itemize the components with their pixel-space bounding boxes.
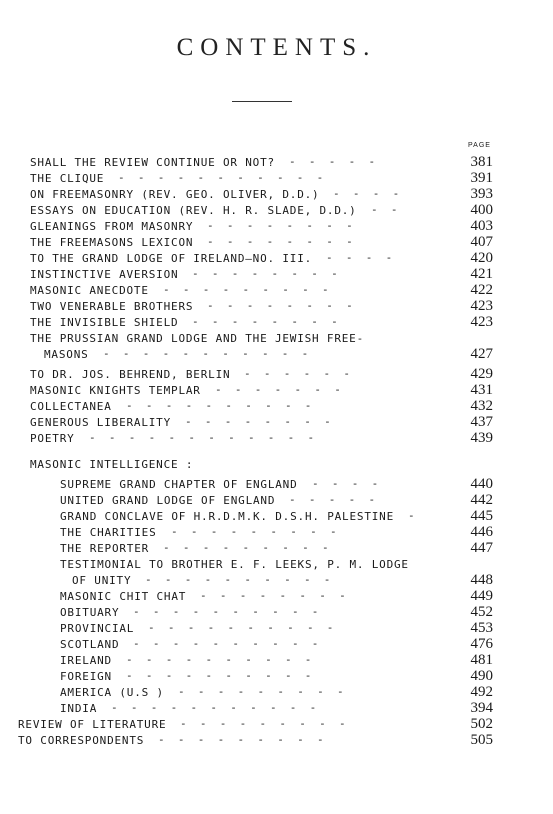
dot-leader: - - - - - - - - [192, 315, 351, 328]
toc-entry [0, 636, 553, 652]
toc-entry [0, 684, 553, 700]
page-column-header: PAGE [468, 142, 491, 149]
toc-entry-page: 429 [470, 366, 493, 382]
dot-leader: - - - - - - - - [207, 235, 366, 248]
toc-entry [0, 508, 553, 524]
toc-entry-title: OF UNITY [72, 574, 132, 587]
toc-entry [0, 186, 553, 202]
toc-entry-title: MASONIC ANECDOTE [30, 284, 149, 297]
toc-entry-title: INDIA [60, 702, 98, 715]
toc-entry-title: UNITED GRAND LODGE OF ENGLAND [60, 494, 276, 507]
dot-leader: - - - - - [289, 493, 389, 506]
toc-entry-title: PROVINCIAL [60, 622, 135, 635]
dot-leader: - - - - - - - [215, 383, 355, 396]
toc-entry [0, 732, 553, 748]
dot-leader: - - - - - - - - [192, 267, 351, 280]
dot-leader: - - - - - - - - - [163, 541, 342, 554]
toc-entry-title: GRAND CONCLAVE OF H.R.D.M.K. D.S.H. PALESTINE [60, 510, 395, 523]
toc-entry [0, 604, 553, 620]
toc-entry [0, 492, 553, 508]
toc-entry [0, 668, 553, 684]
dot-leader: - - - - - - - - [207, 219, 366, 232]
toc-entry-title: MASONS [44, 348, 89, 361]
dot-leader: - - - - - - - - - - - [118, 171, 337, 184]
toc-entry-title: POETRY [30, 432, 75, 445]
toc-entry-title: AMERICA (U.S ) [60, 686, 164, 699]
toc-entry-title: TWO VENERABLE BROTHERS [30, 300, 194, 313]
toc-entry-page: 439 [470, 430, 493, 446]
toc-entry-page: 420 [470, 250, 493, 266]
toc-entry-page: 452 [470, 604, 493, 620]
toc-entry-page: 391 [470, 170, 493, 186]
toc-entry-page: 423 [470, 298, 493, 314]
toc-entry-title: THE FREEMASONS LEXICON [30, 236, 194, 249]
dot-leader: - - - - - - - - [185, 415, 344, 428]
toc-entry-page: 381 [470, 154, 493, 170]
toc-entry-title: SUPREME GRAND CHAPTER OF ENGLAND [60, 478, 298, 491]
dot-leader: - - - - - - - - - - [133, 605, 332, 618]
dot-leader: - - - - - - - - - - [126, 399, 325, 412]
toc-entry [0, 414, 553, 430]
toc-entry [0, 430, 553, 446]
toc-entry-page: 440 [470, 476, 493, 492]
dot-leader: - - - - - - - - - - [145, 573, 344, 586]
toc-entry [0, 346, 553, 362]
toc-entry-page: 476 [470, 636, 493, 652]
title-rule [232, 101, 292, 102]
dot-leader: - - - - - - - - - [180, 717, 359, 730]
toc-entry-title: THE PRUSSIAN GRAND LODGE AND THE JEWISH FREE- [30, 332, 365, 345]
toc-entry-title: OBITUARY [60, 606, 120, 619]
toc-entry-page: 481 [470, 652, 493, 668]
toc-entry-page: 448 [470, 572, 493, 588]
dot-leader: - - - - - - - - - - - [111, 701, 330, 714]
dot-leader: - - - - [326, 251, 406, 264]
toc-entry-title: ESSAYS ON EDUCATION (REV. H. R. SLADE, D.D.) [30, 204, 357, 217]
toc-entry [0, 652, 553, 668]
toc-entry [0, 700, 553, 716]
dot-leader: - - [371, 203, 411, 216]
dot-leader: - - - - [312, 477, 392, 490]
toc-entry-title: COLLECTANEA [30, 400, 112, 413]
toc-entry-page: 400 [470, 202, 493, 218]
toc-entry-page: 442 [470, 492, 493, 508]
toc-entry-title: GLEANINGS FROM MASONRY [30, 220, 194, 233]
toc-entry [0, 218, 553, 234]
toc-entry-page: 394 [470, 700, 493, 716]
toc-entry-page: 422 [470, 282, 493, 298]
toc-entry-title: IRELAND [60, 654, 112, 667]
toc-entry-title: GENEROUS LIBERALITY [30, 416, 172, 429]
toc-entry-title: SCOTLAND [60, 638, 120, 651]
toc-entry [0, 556, 553, 572]
toc-entry-page: 431 [470, 382, 493, 398]
toc-entry [0, 366, 553, 382]
toc-entry-page: 492 [470, 684, 493, 700]
dot-leader: - - - - [333, 187, 413, 200]
toc-entry-title: SHALL THE REVIEW CONTINUE OR NOT? [30, 156, 275, 169]
toc-entry-title: INSTINCTIVE AVERSION [30, 268, 179, 281]
toc-entry-page: 453 [470, 620, 493, 636]
dot-leader: - - - - - - - - - - - - [89, 431, 328, 444]
dot-leader: - - - - - - - - - - - [103, 347, 322, 360]
dot-leader: - - - - - - - - - - [133, 637, 332, 650]
toc-entry-title: THE REPORTER [60, 542, 150, 555]
toc-entry [0, 330, 553, 346]
toc-entry [0, 202, 553, 218]
toc-entry-title: TESTIMONIAL TO BROTHER E. F. LEEKS, P. M. LODGE [60, 558, 409, 571]
toc-entry-title: THE CHARITIES [60, 526, 157, 539]
dot-leader: - - - - - - - - [207, 299, 366, 312]
toc-entry-page: 432 [470, 398, 493, 414]
toc-entry-page: 505 [470, 732, 493, 748]
dot-leader: - - - - - [289, 155, 389, 168]
dot-leader: - - - - - - - - - - [126, 669, 325, 682]
toc-entry-title: MASONIC CHIT CHAT [60, 590, 187, 603]
toc-entry-title: MASONIC KNIGHTS TEMPLAR [30, 384, 201, 397]
toc-entry [0, 398, 553, 414]
toc-entry [0, 282, 553, 298]
toc-entry [0, 456, 553, 472]
toc-entry-page: 403 [470, 218, 493, 234]
toc-entry [0, 476, 553, 492]
toc-entry-page: 446 [470, 524, 493, 540]
toc-entry-title: ON FREEMASONRY (REV. GEO. OLIVER, D.D.) [30, 188, 320, 201]
toc-entry [0, 620, 553, 636]
toc-entry-page: 490 [470, 668, 493, 684]
toc-entry-title: THE CLIQUE [30, 172, 105, 185]
dot-leader: - - - - - - - - - [163, 283, 342, 296]
toc-entry [0, 266, 553, 282]
toc-entry-page: 437 [470, 414, 493, 430]
toc-entry [0, 250, 553, 266]
dot-leader: - - - - - - [244, 367, 364, 380]
dot-leader: - - - - - - - - - [158, 733, 337, 746]
toc-entry [0, 588, 553, 604]
toc-entry [0, 524, 553, 540]
toc-entry [0, 154, 553, 170]
toc-entry-page: 427 [470, 346, 493, 362]
toc-entry-page: 407 [470, 234, 493, 250]
toc-entry-title: MASONIC INTELLIGENCE : [30, 458, 194, 471]
toc-entry-page: 447 [470, 540, 493, 556]
toc-entry-title: FOREIGN [60, 670, 112, 683]
dot-leader: - - - - - - - - [200, 589, 359, 602]
toc-entry-title: REVIEW OF LITERATURE [18, 718, 167, 731]
toc-entry-page: 421 [470, 266, 493, 282]
toc-entry [0, 234, 553, 250]
dot-leader: - - - - - - - - - - [148, 621, 347, 634]
dot-leader: - [408, 509, 428, 522]
toc-entry [0, 298, 553, 314]
toc-entry-title: TO CORRESPONDENTS [18, 734, 145, 747]
toc-entry-page: 502 [470, 716, 493, 732]
toc-entry [0, 314, 553, 330]
toc-entry-page: 449 [470, 588, 493, 604]
toc-entry [0, 170, 553, 186]
toc-entry-page: 423 [470, 314, 493, 330]
toc-entry-title: TO THE GRAND LODGE OF IRELAND—NO. III. [30, 252, 313, 265]
dot-leader: - - - - - - - - - [171, 525, 350, 538]
toc-entry [0, 540, 553, 556]
dot-leader: - - - - - - - - - [178, 685, 357, 698]
toc-entry-title: THE INVISIBLE SHIELD [30, 316, 179, 329]
toc-entry-page: 393 [470, 186, 493, 202]
toc-entry-title: TO DR. JOS. BEHREND, BERLIN [30, 368, 231, 381]
toc-entry-page: 445 [470, 508, 493, 524]
dot-leader: - - - - - - - - - - [126, 653, 325, 666]
page-title: CONTENTS. [176, 34, 377, 61]
toc-entry [0, 716, 553, 732]
toc-entry [0, 572, 553, 588]
toc-entry [0, 382, 553, 398]
